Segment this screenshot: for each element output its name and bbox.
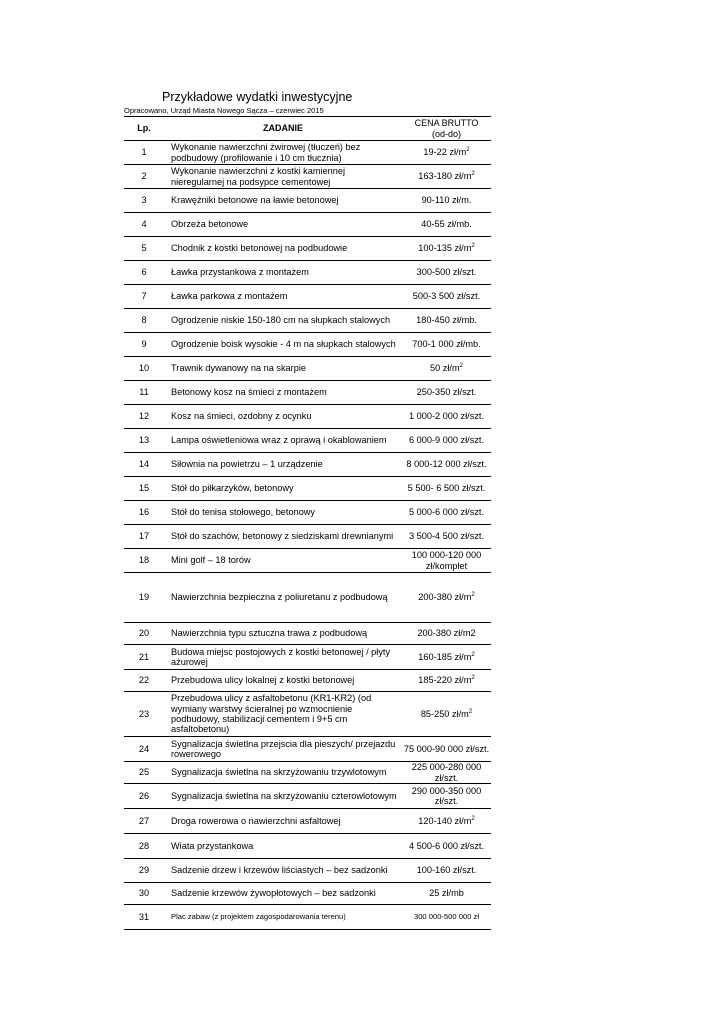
row-price-value: 100-160 zł/szt. xyxy=(416,865,477,876)
row-number: 17 xyxy=(124,525,164,549)
table-row xyxy=(124,670,491,692)
row-price xyxy=(402,477,491,501)
row-price xyxy=(402,141,491,165)
row-number: 8 xyxy=(124,309,164,333)
table-row xyxy=(124,809,491,834)
row-price-unit-superscript: 2 xyxy=(468,708,473,715)
row-price-value: 6 000-9 000 zł/szt. xyxy=(408,435,485,446)
row-task: Sadzenie krzewów żywopłotowych – bez sadzonki xyxy=(164,883,402,905)
row-task: Wykonanie nawierzchni z kostki kamiennej nieregularnej na podsypce cementowej xyxy=(164,165,402,189)
row-price-unit-superscript: 2 xyxy=(471,675,475,682)
row-price-unit-superscript: 2 xyxy=(459,363,463,370)
row-price-value: 500-3 500 zł/szt. xyxy=(412,291,481,302)
row-price-unit-superscript: 2 xyxy=(471,651,475,658)
row-price-unit-superscript: 2 xyxy=(471,815,475,822)
row-price-value: 700-1 000 zł/mb. xyxy=(412,339,481,350)
row-price-value: 90-110 zł/m. xyxy=(421,195,472,206)
row-task: Obrzeża betonowe xyxy=(164,213,402,237)
header-price: CENA BRUTTO (od-do) xyxy=(402,117,491,141)
row-price-value: 250-350 zł/szt. xyxy=(416,387,477,398)
row-number: 6 xyxy=(124,261,164,285)
row-price xyxy=(402,213,491,237)
table-row xyxy=(124,261,491,285)
row-price xyxy=(402,573,491,623)
row-price xyxy=(402,859,491,883)
row-price xyxy=(402,834,491,859)
table-row xyxy=(124,237,491,261)
row-number: 23 xyxy=(124,692,164,737)
row-price-value: 290 000-350 000 zł/szt. xyxy=(411,785,482,806)
row-task: Ogrodzenie boisk wysokie - 4 m na słupkach stalowych xyxy=(164,333,402,357)
row-price xyxy=(402,549,491,573)
row-task: Sygnalizacja świetlna na skrzyżowaniu trzywlotowym xyxy=(164,762,402,784)
row-task: Nawierzchnia bezpieczna z poliuretanu z podbudową xyxy=(164,573,402,623)
table-row xyxy=(124,381,491,405)
table-row xyxy=(124,477,491,501)
row-number: 24 xyxy=(124,737,164,762)
price-table xyxy=(124,116,491,930)
row-task: Przebudowa ulicy z asfaltobetonu (KR1-KR2) (od wymiany warstwy ścieralnej po wzmocnienie podbudowy, stabilizacji cementem i 9+5 cm asfaltobetonu) xyxy=(164,692,402,737)
row-price xyxy=(402,670,491,692)
table-row xyxy=(124,834,491,859)
table-row xyxy=(124,429,491,453)
row-price-value: 40-55 zł/mb. xyxy=(421,219,472,230)
table-row xyxy=(124,333,491,357)
table-row xyxy=(124,549,491,573)
table-row xyxy=(124,213,491,237)
row-price-unit-superscript: 2 xyxy=(471,592,475,599)
row-number: 31 xyxy=(124,905,164,930)
row-number: 16 xyxy=(124,501,164,525)
row-price-value: 5 500- 6 500 zł/szt. xyxy=(407,483,486,494)
row-task: Kosz na śmieci, ozdobny z ocynku xyxy=(164,405,402,429)
table-row xyxy=(124,525,491,549)
row-number: 11 xyxy=(124,381,164,405)
table-row xyxy=(124,405,491,429)
row-number: 9 xyxy=(124,333,164,357)
table-row xyxy=(124,762,491,784)
row-price-value: 100 000-120 000 zł/komplet xyxy=(411,550,482,571)
table-row xyxy=(124,623,491,645)
row-task: Siłownia na powietrzu – 1 urządzenie xyxy=(164,453,402,477)
row-price-value: 25 zł/mb xyxy=(429,888,464,899)
row-price xyxy=(402,285,491,309)
row-price xyxy=(402,429,491,453)
table-row xyxy=(124,883,491,905)
header-lp: Lp. xyxy=(124,117,164,141)
table-row xyxy=(124,189,491,213)
row-price-value: 50 zł/m xyxy=(430,363,460,374)
row-task: Sygnalizacja świetlna na skrzyżowaniu czterowlotowym xyxy=(164,784,402,809)
table-row xyxy=(124,501,491,525)
row-number: 3 xyxy=(124,189,164,213)
row-number: 4 xyxy=(124,213,164,237)
row-price xyxy=(402,405,491,429)
row-price-value: 75 000-90 000 zł/szt. xyxy=(403,743,490,754)
row-price-value: 8 000-12 000 zł/szt. xyxy=(406,459,487,470)
row-task: Ławka przystankowa z montażem xyxy=(164,261,402,285)
row-price-value: 5 000-6 000 zł/szt. xyxy=(408,507,485,518)
row-price-unit-superscript: 2 xyxy=(471,243,475,250)
table-row xyxy=(124,645,491,670)
document-subtitle: Opracowano, Urząd Miasta Nowego Sącza – czerwiec 2015 xyxy=(124,106,324,115)
row-number: 20 xyxy=(124,623,164,645)
row-task: Ogrodzenie niskie 150-180 cm na słupkach stalowych xyxy=(164,309,402,333)
row-number: 27 xyxy=(124,809,164,834)
row-price-value: 85-250 zł/m xyxy=(420,708,469,719)
table-row xyxy=(124,784,491,809)
row-task: Stół do szachów, betonowy z siedziskami drewnianymi xyxy=(164,525,402,549)
row-price-value: 160-185 zł/m xyxy=(418,651,472,662)
row-price xyxy=(402,453,491,477)
row-number: 2 xyxy=(124,165,164,189)
row-price-value: 100-135 zł/m xyxy=(418,243,472,254)
row-price xyxy=(402,623,491,645)
row-task: Sadzenie drzew i krzewów liściastych – bez sadzonki xyxy=(164,859,402,883)
row-number: 10 xyxy=(124,357,164,381)
row-task: Stół do piłkarzyków, betonowy xyxy=(164,477,402,501)
row-price-value: 1 000-2 000 zł/szt. xyxy=(408,411,485,422)
row-number: 7 xyxy=(124,285,164,309)
table-header-row xyxy=(124,117,491,141)
row-number: 15 xyxy=(124,477,164,501)
row-price xyxy=(402,357,491,381)
row-price xyxy=(402,905,491,930)
row-task: Krawężniki betonowe na ławie betonowej xyxy=(164,189,402,213)
table-row xyxy=(124,573,491,623)
row-price-unit-superscript: 2 xyxy=(466,147,470,154)
document-title: Przykładowe wydatki inwestycyjne xyxy=(162,90,353,104)
row-number: 30 xyxy=(124,883,164,905)
row-price xyxy=(402,237,491,261)
table-row xyxy=(124,453,491,477)
row-number: 14 xyxy=(124,453,164,477)
row-price xyxy=(402,883,491,905)
row-price-value: 185-220 zł/m xyxy=(418,675,472,686)
row-task: Ławka parkowa z montażem xyxy=(164,285,402,309)
table-row xyxy=(124,692,491,737)
row-task: Betonowy kosz na śmieci z montażem xyxy=(164,381,402,405)
row-number: 18 xyxy=(124,549,164,573)
row-price-value: 19-22 zł/m xyxy=(423,147,467,158)
row-price-value: 163-180 zł/m xyxy=(418,171,472,182)
row-price-value: 300-500 zł/szt. xyxy=(416,267,477,278)
row-number: 13 xyxy=(124,429,164,453)
row-price xyxy=(402,737,491,762)
row-number: 1 xyxy=(124,141,164,165)
table-row xyxy=(124,141,491,165)
row-price-value: 225 000-280 000 zł/szt. xyxy=(411,762,482,783)
row-task: Trawnik dywanowy na na skarpie xyxy=(164,357,402,381)
table-row xyxy=(124,357,491,381)
row-task: Lampa oświetleniowa wraz z oprawą i okablowaniem xyxy=(164,429,402,453)
row-number: 22 xyxy=(124,670,164,692)
row-task: Wykonanie nawierzchni żwirowej (tłuczeń) bez podbudowy (profilowanie i 10 cm tłucznia) xyxy=(164,141,402,165)
row-price-value: 120-140 zł/m xyxy=(418,815,472,826)
row-task: Budowa miejsc postojowych z kostki betonowej / płyty ażurowej xyxy=(164,645,402,670)
row-price xyxy=(402,381,491,405)
table-row xyxy=(124,905,491,930)
row-number: 29 xyxy=(124,859,164,883)
row-task: Droga rowerowa o nawierzchni asfaltowej xyxy=(164,809,402,834)
row-price xyxy=(402,501,491,525)
row-price-value: 180-450 zł/mb. xyxy=(416,315,477,326)
row-price-value: 200-380 zł/m xyxy=(418,592,472,603)
row-number: 12 xyxy=(124,405,164,429)
row-number: 5 xyxy=(124,237,164,261)
table-row xyxy=(124,859,491,883)
row-price-value: 3 500-4 500 zł/szt. xyxy=(408,531,485,542)
row-task: Sygnalizacja świetlna przejscia dla pieszych/ przejazdu rowerowego xyxy=(164,737,402,762)
row-price xyxy=(402,762,491,784)
table-row xyxy=(124,285,491,309)
table-row xyxy=(124,165,491,189)
row-task: Nawierzchnia typu sztuczna trawa z podbudową xyxy=(164,623,402,645)
row-task: Wiata przystankowa xyxy=(164,834,402,859)
row-price xyxy=(402,525,491,549)
table-row xyxy=(124,737,491,762)
row-task: Mini golf – 18 torów xyxy=(164,549,402,573)
row-price-value: 4 500-6 000 zł/szt. xyxy=(408,840,485,851)
row-price xyxy=(402,692,491,737)
row-task: Przebudowa ulicy lokalnej z kostki betonowej xyxy=(164,670,402,692)
row-number: 28 xyxy=(124,834,164,859)
row-price xyxy=(402,645,491,670)
row-number: 26 xyxy=(124,784,164,809)
row-price xyxy=(402,784,491,809)
row-price xyxy=(402,333,491,357)
row-price xyxy=(402,189,491,213)
row-task: Stół do tenisa stołowego, betonowy xyxy=(164,501,402,525)
row-price xyxy=(402,261,491,285)
row-price-unit-superscript: 2 xyxy=(471,171,475,178)
row-number: 19 xyxy=(124,573,164,623)
row-price-value: 300 000-500 000 zł xyxy=(413,911,480,921)
row-price xyxy=(402,309,491,333)
row-number: 21 xyxy=(124,645,164,670)
row-price xyxy=(402,165,491,189)
table-row xyxy=(124,309,491,333)
row-task: Chodnik z kostki betonowej na podbudowie xyxy=(164,237,402,261)
row-price xyxy=(402,809,491,834)
row-task: Plac zabaw (z projektem zagospodarowania terenu) xyxy=(164,905,402,930)
row-price-value: 200-380 zł/m2 xyxy=(417,628,476,639)
row-number: 25 xyxy=(124,762,164,784)
header-task: ZADANIE xyxy=(164,117,402,141)
